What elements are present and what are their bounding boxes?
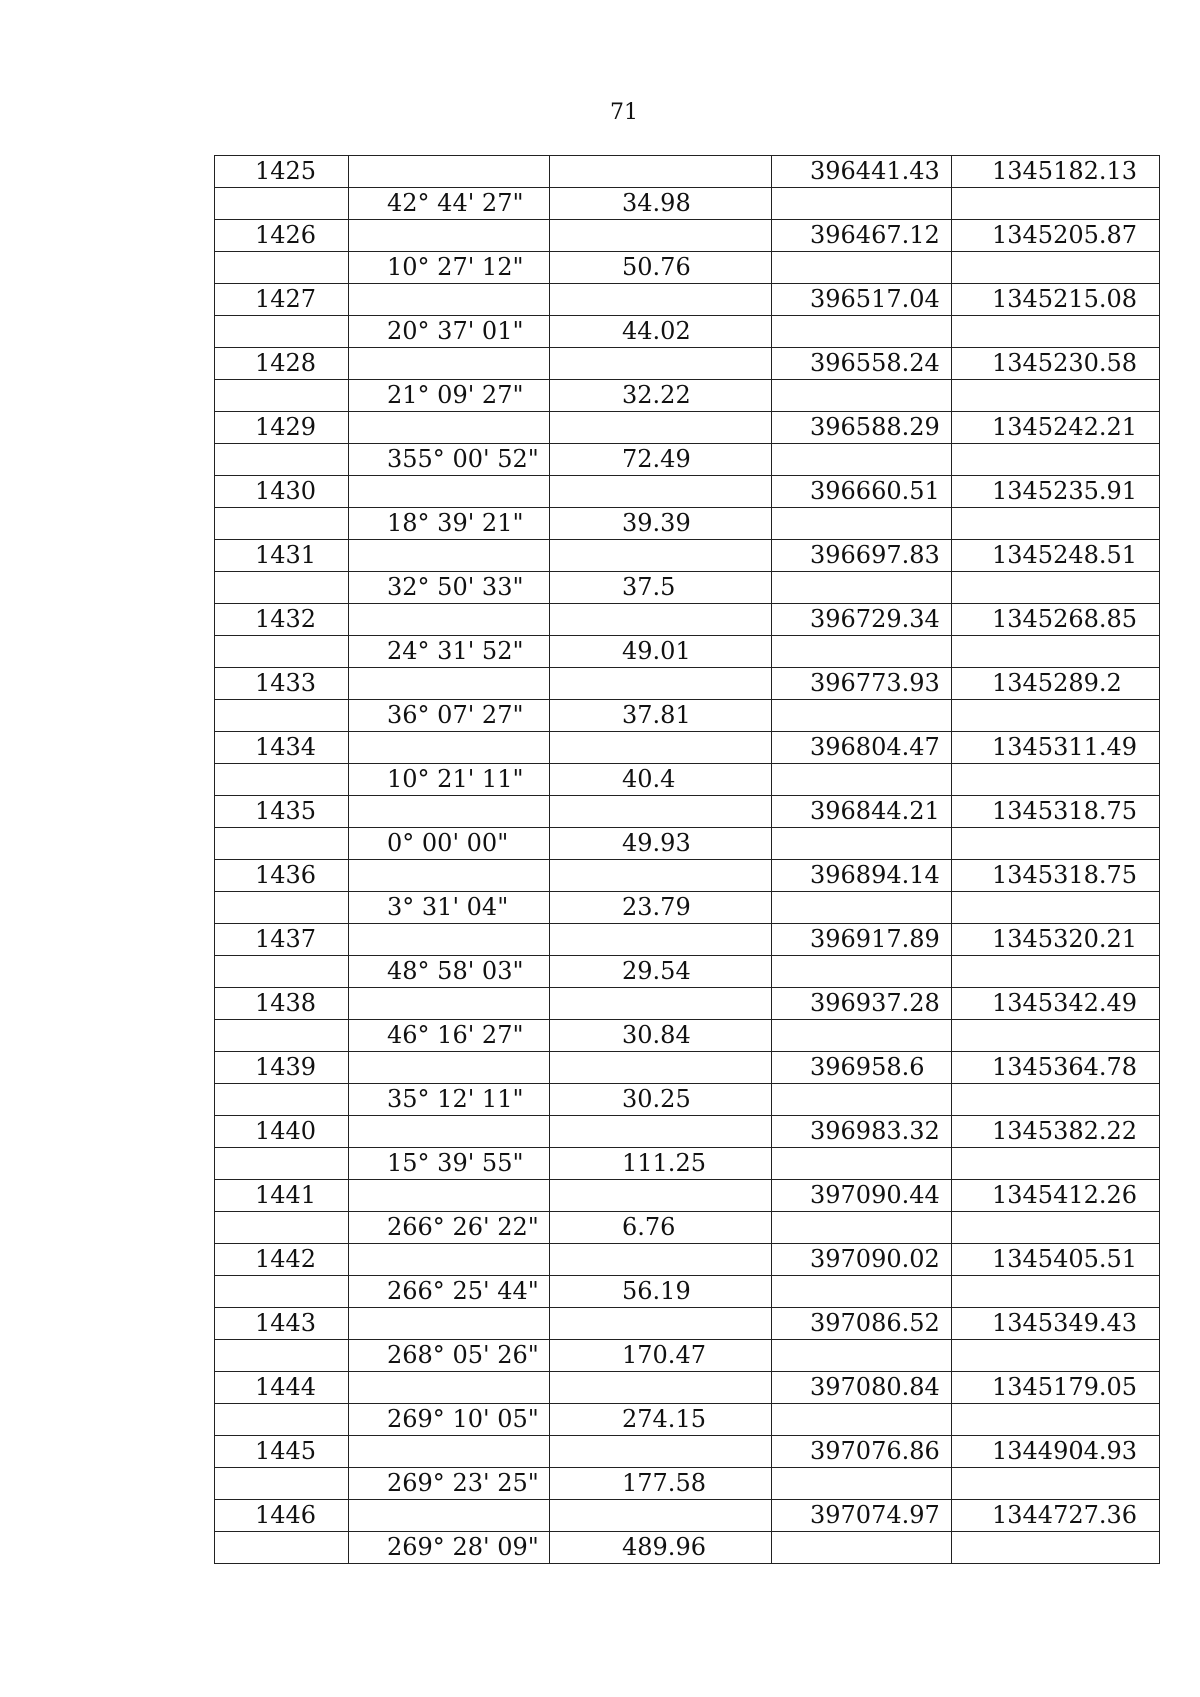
point-id-cell: 1439 xyxy=(215,1052,349,1084)
northing-cell xyxy=(952,1020,1160,1052)
easting-cell xyxy=(772,1212,952,1244)
northing-cell xyxy=(952,700,1160,732)
table-body xyxy=(215,156,1160,1564)
distance-cell: 111.25 xyxy=(550,1148,772,1180)
easting-cell xyxy=(772,1020,952,1052)
point-id-cell: 1440 xyxy=(215,1116,349,1148)
point-row xyxy=(215,156,1160,188)
easting-cell: 397086.52 xyxy=(772,1308,952,1340)
bearing-cell xyxy=(349,1180,550,1212)
northing-cell: 1345349.43 xyxy=(952,1308,1160,1340)
point-row xyxy=(215,668,1160,700)
point-id-cell: 1432 xyxy=(215,604,349,636)
traverse-row xyxy=(215,636,1160,668)
bearing-cell: 42° 44' 27" xyxy=(349,188,550,220)
easting-cell xyxy=(772,572,952,604)
distance-cell: 39.39 xyxy=(550,508,772,540)
bearing-cell xyxy=(349,1436,550,1468)
traverse-row xyxy=(215,1276,1160,1308)
easting-cell: 396983.32 xyxy=(772,1116,952,1148)
point-id-cell: 1434 xyxy=(215,732,349,764)
bearing-cell: 266° 26' 22" xyxy=(349,1212,550,1244)
bearing-cell xyxy=(349,924,550,956)
distance-cell xyxy=(550,476,772,508)
point-id-cell xyxy=(215,828,349,860)
distance-cell xyxy=(550,796,772,828)
point-id-cell: 1441 xyxy=(215,1180,349,1212)
bearing-cell: 355° 00' 52" xyxy=(349,444,550,476)
easting-cell xyxy=(772,508,952,540)
bearing-cell xyxy=(349,732,550,764)
distance-cell: 49.01 xyxy=(550,636,772,668)
point-id-cell: 1431 xyxy=(215,540,349,572)
easting-cell: 396588.29 xyxy=(772,412,952,444)
point-id-cell: 1433 xyxy=(215,668,349,700)
distance-cell: 170.47 xyxy=(550,1340,772,1372)
distance-cell xyxy=(550,1436,772,1468)
easting-cell xyxy=(772,1340,952,1372)
easting-cell xyxy=(772,1276,952,1308)
distance-cell: 30.25 xyxy=(550,1084,772,1116)
northing-cell: 1345242.21 xyxy=(952,412,1160,444)
page-number: 71 xyxy=(610,100,638,125)
distance-cell xyxy=(550,1244,772,1276)
northing-cell: 1345318.75 xyxy=(952,796,1160,828)
northing-cell xyxy=(952,1468,1160,1500)
point-id-cell: 1444 xyxy=(215,1372,349,1404)
point-id-cell: 1445 xyxy=(215,1436,349,1468)
bearing-cell: 266° 25' 44" xyxy=(349,1276,550,1308)
distance-cell: 29.54 xyxy=(550,956,772,988)
northing-cell: 1345364.78 xyxy=(952,1052,1160,1084)
bearing-cell: 10° 21' 11" xyxy=(349,764,550,796)
bearing-cell: 24° 31' 52" xyxy=(349,636,550,668)
distance-cell: 34.98 xyxy=(550,188,772,220)
distance-cell xyxy=(550,860,772,892)
easting-cell xyxy=(772,1084,952,1116)
bearing-cell: 269° 10' 05" xyxy=(349,1404,550,1436)
point-id-cell xyxy=(215,956,349,988)
northing-cell xyxy=(952,1212,1160,1244)
traverse-row xyxy=(215,572,1160,604)
northing-cell xyxy=(952,1276,1160,1308)
traverse-row xyxy=(215,380,1160,412)
point-id-cell xyxy=(215,380,349,412)
northing-cell: 1345179.05 xyxy=(952,1372,1160,1404)
bearing-cell xyxy=(349,860,550,892)
survey-coordinates-table xyxy=(214,155,1160,1564)
distance-cell: 23.79 xyxy=(550,892,772,924)
northing-cell: 1344727.36 xyxy=(952,1500,1160,1532)
traverse-row xyxy=(215,1532,1160,1564)
point-id-cell xyxy=(215,188,349,220)
distance-cell xyxy=(550,1052,772,1084)
point-id-cell xyxy=(215,252,349,284)
easting-cell xyxy=(772,700,952,732)
distance-cell xyxy=(550,284,772,316)
northing-cell: 1344904.93 xyxy=(952,1436,1160,1468)
easting-cell xyxy=(772,380,952,412)
northing-cell: 1345182.13 xyxy=(952,156,1160,188)
northing-cell xyxy=(952,956,1160,988)
point-id-cell: 1438 xyxy=(215,988,349,1020)
northing-cell xyxy=(952,828,1160,860)
bearing-cell xyxy=(349,988,550,1020)
traverse-row xyxy=(215,316,1160,348)
point-id-cell: 1427 xyxy=(215,284,349,316)
bearing-cell: 20° 37' 01" xyxy=(349,316,550,348)
northing-cell: 1345248.51 xyxy=(952,540,1160,572)
easting-cell xyxy=(772,1148,952,1180)
point-row xyxy=(215,988,1160,1020)
distance-cell: 30.84 xyxy=(550,1020,772,1052)
easting-cell xyxy=(772,636,952,668)
distance-cell xyxy=(550,220,772,252)
traverse-row xyxy=(215,508,1160,540)
distance-cell xyxy=(550,156,772,188)
easting-cell: 396917.89 xyxy=(772,924,952,956)
northing-cell xyxy=(952,1404,1160,1436)
northing-cell: 1345205.87 xyxy=(952,220,1160,252)
traverse-row xyxy=(215,1084,1160,1116)
bearing-cell xyxy=(349,476,550,508)
bearing-cell xyxy=(349,412,550,444)
point-id-cell: 1428 xyxy=(215,348,349,380)
easting-cell: 396467.12 xyxy=(772,220,952,252)
distance-cell xyxy=(550,1116,772,1148)
distance-cell: 32.22 xyxy=(550,380,772,412)
bearing-cell: 15° 39' 55" xyxy=(349,1148,550,1180)
bearing-cell: 269° 23' 25" xyxy=(349,1468,550,1500)
northing-cell: 1345342.49 xyxy=(952,988,1160,1020)
point-row xyxy=(215,1372,1160,1404)
point-id-cell: 1443 xyxy=(215,1308,349,1340)
easting-cell: 396660.51 xyxy=(772,476,952,508)
point-id-cell: 1442 xyxy=(215,1244,349,1276)
point-row xyxy=(215,604,1160,636)
distance-cell xyxy=(550,988,772,1020)
point-row xyxy=(215,476,1160,508)
northing-cell: 1345311.49 xyxy=(952,732,1160,764)
easting-cell xyxy=(772,892,952,924)
easting-cell: 396517.04 xyxy=(772,284,952,316)
distance-cell: 44.02 xyxy=(550,316,772,348)
bearing-cell xyxy=(349,1052,550,1084)
northing-cell xyxy=(952,764,1160,796)
easting-cell xyxy=(772,1404,952,1436)
point-row xyxy=(215,284,1160,316)
distance-cell: 177.58 xyxy=(550,1468,772,1500)
point-row xyxy=(215,1116,1160,1148)
distance-cell xyxy=(550,668,772,700)
traverse-row xyxy=(215,892,1160,924)
bearing-cell xyxy=(349,540,550,572)
point-id-cell: 1425 xyxy=(215,156,349,188)
distance-cell xyxy=(550,1180,772,1212)
point-row xyxy=(215,924,1160,956)
point-id-cell xyxy=(215,572,349,604)
traverse-row xyxy=(215,1468,1160,1500)
point-id-cell xyxy=(215,700,349,732)
northing-cell: 1345382.22 xyxy=(952,1116,1160,1148)
point-id-cell: 1437 xyxy=(215,924,349,956)
traverse-row xyxy=(215,828,1160,860)
point-row xyxy=(215,732,1160,764)
northing-cell xyxy=(952,508,1160,540)
point-row xyxy=(215,1308,1160,1340)
point-id-cell: 1430 xyxy=(215,476,349,508)
bearing-cell xyxy=(349,1308,550,1340)
point-row xyxy=(215,412,1160,444)
point-id-cell: 1426 xyxy=(215,220,349,252)
traverse-row xyxy=(215,1148,1160,1180)
northing-cell: 1345215.08 xyxy=(952,284,1160,316)
bearing-cell xyxy=(349,796,550,828)
bearing-cell xyxy=(349,156,550,188)
northing-cell xyxy=(952,892,1160,924)
northing-cell: 1345412.26 xyxy=(952,1180,1160,1212)
easting-cell xyxy=(772,956,952,988)
traverse-row xyxy=(215,444,1160,476)
distance-cell xyxy=(550,412,772,444)
northing-cell xyxy=(952,252,1160,284)
northing-cell: 1345235.91 xyxy=(952,476,1160,508)
point-id-cell xyxy=(215,1148,349,1180)
northing-cell xyxy=(952,1148,1160,1180)
point-row xyxy=(215,860,1160,892)
northing-cell xyxy=(952,316,1160,348)
traverse-row xyxy=(215,764,1160,796)
bearing-cell: 48° 58' 03" xyxy=(349,956,550,988)
northing-cell: 1345405.51 xyxy=(952,1244,1160,1276)
easting-cell xyxy=(772,828,952,860)
bearing-cell: 18° 39' 21" xyxy=(349,508,550,540)
bearing-cell xyxy=(349,220,550,252)
distance-cell: 56.19 xyxy=(550,1276,772,1308)
distance-cell xyxy=(550,348,772,380)
distance-cell: 72.49 xyxy=(550,444,772,476)
traverse-row xyxy=(215,956,1160,988)
point-id-cell xyxy=(215,1084,349,1116)
easting-cell: 397090.02 xyxy=(772,1244,952,1276)
point-id-cell xyxy=(215,1532,349,1564)
point-row xyxy=(215,348,1160,380)
point-id-cell xyxy=(215,1468,349,1500)
bearing-cell: 21° 09' 27" xyxy=(349,380,550,412)
point-id-cell xyxy=(215,1340,349,1372)
northing-cell xyxy=(952,444,1160,476)
northing-cell xyxy=(952,188,1160,220)
northing-cell: 1345318.75 xyxy=(952,860,1160,892)
easting-cell: 397076.86 xyxy=(772,1436,952,1468)
northing-cell: 1345230.58 xyxy=(952,348,1160,380)
bearing-cell: 0° 00' 00" xyxy=(349,828,550,860)
bearing-cell xyxy=(349,284,550,316)
easting-cell xyxy=(772,764,952,796)
traverse-row xyxy=(215,252,1160,284)
easting-cell xyxy=(772,1468,952,1500)
easting-cell: 397080.84 xyxy=(772,1372,952,1404)
distance-cell: 6.76 xyxy=(550,1212,772,1244)
traverse-row xyxy=(215,700,1160,732)
bearing-cell: 3° 31' 04" xyxy=(349,892,550,924)
bearing-cell xyxy=(349,1500,550,1532)
point-id-cell xyxy=(215,1404,349,1436)
bearing-cell: 269° 28' 09" xyxy=(349,1532,550,1564)
easting-cell: 396729.34 xyxy=(772,604,952,636)
point-id-cell: 1436 xyxy=(215,860,349,892)
bearing-cell xyxy=(349,348,550,380)
easting-cell xyxy=(772,1532,952,1564)
bearing-cell: 268° 05' 26" xyxy=(349,1340,550,1372)
bearing-cell: 35° 12' 11" xyxy=(349,1084,550,1116)
traverse-row xyxy=(215,1212,1160,1244)
point-id-cell xyxy=(215,892,349,924)
point-row xyxy=(215,540,1160,572)
point-id-cell: 1435 xyxy=(215,796,349,828)
bearing-cell xyxy=(349,1244,550,1276)
distance-cell: 37.81 xyxy=(550,700,772,732)
northing-cell xyxy=(952,1084,1160,1116)
distance-cell xyxy=(550,1308,772,1340)
point-id-cell xyxy=(215,1020,349,1052)
traverse-row xyxy=(215,1340,1160,1372)
bearing-cell: 36° 07' 27" xyxy=(349,700,550,732)
bearing-cell xyxy=(349,668,550,700)
bearing-cell xyxy=(349,604,550,636)
point-id-cell xyxy=(215,316,349,348)
traverse-row xyxy=(215,1020,1160,1052)
distance-cell xyxy=(550,732,772,764)
northing-cell xyxy=(952,636,1160,668)
distance-cell xyxy=(550,604,772,636)
distance-cell: 40.4 xyxy=(550,764,772,796)
easting-cell xyxy=(772,188,952,220)
easting-cell: 396804.47 xyxy=(772,732,952,764)
easting-cell: 396773.93 xyxy=(772,668,952,700)
point-id-cell xyxy=(215,1212,349,1244)
point-row xyxy=(215,796,1160,828)
point-row xyxy=(215,220,1160,252)
bearing-cell: 10° 27' 12" xyxy=(349,252,550,284)
distance-cell: 37.5 xyxy=(550,572,772,604)
point-row xyxy=(215,1244,1160,1276)
point-id-cell xyxy=(215,444,349,476)
point-row xyxy=(215,1436,1160,1468)
distance-cell xyxy=(550,924,772,956)
point-id-cell xyxy=(215,764,349,796)
traverse-row xyxy=(215,1404,1160,1436)
easting-cell xyxy=(772,316,952,348)
distance-cell xyxy=(550,1500,772,1532)
northing-cell xyxy=(952,1340,1160,1372)
easting-cell: 396844.21 xyxy=(772,796,952,828)
point-row xyxy=(215,1500,1160,1532)
bearing-cell: 32° 50' 33" xyxy=(349,572,550,604)
northing-cell: 1345289.2 xyxy=(952,668,1160,700)
easting-cell: 396894.14 xyxy=(772,860,952,892)
distance-cell xyxy=(550,1372,772,1404)
point-row xyxy=(215,1180,1160,1212)
point-id-cell: 1446 xyxy=(215,1500,349,1532)
point-id-cell: 1429 xyxy=(215,412,349,444)
easting-cell: 396558.24 xyxy=(772,348,952,380)
distance-cell: 489.96 xyxy=(550,1532,772,1564)
northing-cell xyxy=(952,1532,1160,1564)
easting-cell: 397090.44 xyxy=(772,1180,952,1212)
point-id-cell xyxy=(215,636,349,668)
easting-cell: 396937.28 xyxy=(772,988,952,1020)
survey-coordinates-table-wrap xyxy=(214,155,1159,1564)
northing-cell xyxy=(952,572,1160,604)
point-row xyxy=(215,1052,1160,1084)
easting-cell xyxy=(772,252,952,284)
easting-cell xyxy=(772,444,952,476)
easting-cell: 397074.97 xyxy=(772,1500,952,1532)
distance-cell: 50.76 xyxy=(550,252,772,284)
easting-cell: 396958.6 xyxy=(772,1052,952,1084)
point-id-cell xyxy=(215,508,349,540)
northing-cell: 1345320.21 xyxy=(952,924,1160,956)
easting-cell: 396697.83 xyxy=(772,540,952,572)
northing-cell: 1345268.85 xyxy=(952,604,1160,636)
bearing-cell: 46° 16' 27" xyxy=(349,1020,550,1052)
distance-cell xyxy=(550,540,772,572)
distance-cell: 49.93 xyxy=(550,828,772,860)
bearing-cell xyxy=(349,1116,550,1148)
distance-cell: 274.15 xyxy=(550,1404,772,1436)
easting-cell: 396441.43 xyxy=(772,156,952,188)
point-id-cell xyxy=(215,1276,349,1308)
bearing-cell xyxy=(349,1372,550,1404)
traverse-row xyxy=(215,188,1160,220)
northing-cell xyxy=(952,380,1160,412)
